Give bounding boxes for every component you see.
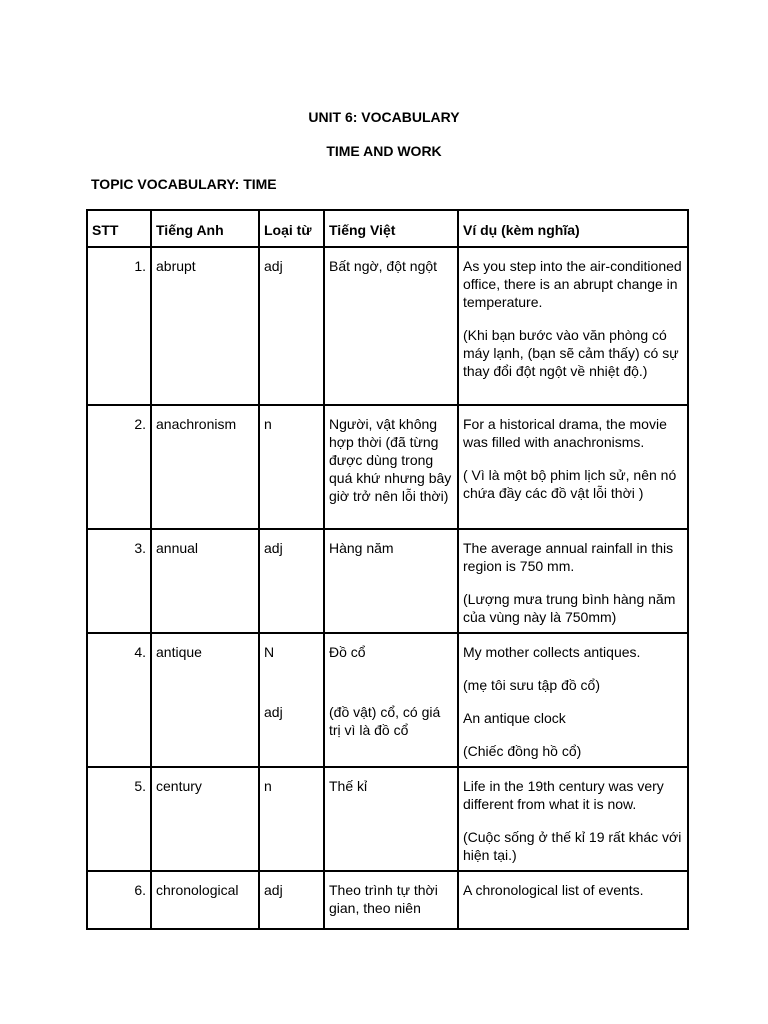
row-number: 6.	[134, 882, 146, 898]
example-english: Life in the 19th century was very different from what it is now.	[463, 778, 664, 812]
word-type: n	[264, 778, 272, 794]
english-word: abrupt	[156, 258, 196, 274]
example-english: My mother collects antiques.	[463, 644, 641, 660]
word-type: n	[264, 416, 272, 432]
vietnamese-meaning: Người, vật không hợp thời (đã từng được dùng trong quá khứ nhưng bây giờ trở nên lỗi thời)	[329, 416, 452, 504]
word-type-secondary: adj	[264, 704, 283, 720]
table-row	[87, 529, 688, 633]
header-english: Tiếng Anh	[151, 210, 259, 247]
row-number: 3.	[134, 540, 146, 556]
table-header-row	[87, 210, 688, 247]
example-vietnamese: (Khi bạn bước vào văn phòng có máy lạnh, (bạn sẽ cảm thấy) có sự thay đổi đột ngột về nhiệt độ.)	[463, 327, 679, 379]
example-vietnamese: ( Vì là một bộ phim lịch sử, nên nó chứa đầy các đồ vật lỗi thời )	[463, 467, 677, 501]
english-word: annual	[156, 540, 199, 556]
topic-heading: TOPIC VOCABULARY: TIME	[91, 176, 277, 192]
example-vietnamese: (Lượng mưa trung bình hàng năm của vùng này là 750mm)	[463, 591, 676, 625]
document-title: UNIT 6: VOCABULARY	[308, 109, 460, 125]
word-type: N	[264, 644, 275, 660]
table-row	[87, 871, 688, 929]
vocabulary-table	[86, 209, 689, 930]
table-row	[87, 405, 688, 529]
header-vietnamese: Tiếng Việt	[324, 210, 458, 247]
example-english: The average annual rainfall in this region is 750 mm.	[463, 540, 674, 574]
row-number: 5.	[134, 778, 146, 794]
table-row	[87, 767, 688, 871]
english-word: antique	[156, 644, 202, 660]
row-number: 4.	[134, 644, 146, 660]
header-word-type: Loại từ	[259, 210, 324, 247]
example-english: As you step into the air-conditioned office, there is an abrupt change in temperature.	[463, 258, 682, 310]
vietnamese-meaning: Đồ cổ	[329, 644, 366, 660]
word-type: adj	[264, 258, 283, 274]
row-number: 1.	[134, 258, 146, 274]
vietnamese-meaning: Bất ngờ, đột ngột	[329, 258, 438, 274]
example-english: For a historical drama, the movie was filled with anachronisms.	[463, 416, 667, 450]
document-subtitle: TIME AND WORK	[326, 143, 442, 159]
english-word: chronological	[156, 882, 239, 898]
example-vietnamese: (Cuộc sống ở thế kỉ 19 rất khác với hiện tại.)	[463, 829, 682, 863]
word-type: adj	[264, 540, 283, 556]
english-word: century	[156, 778, 202, 794]
table-row	[87, 633, 688, 767]
header-stt: STT	[87, 210, 151, 247]
example-vietnamese-secondary: (Chiếc đồng hồ cổ)	[463, 743, 582, 759]
english-word: anachronism	[156, 416, 237, 432]
example-english-secondary: An antique clock	[463, 710, 566, 726]
table-row	[87, 247, 688, 405]
word-type: adj	[264, 882, 283, 898]
vietnamese-meaning: Thế kỉ	[329, 778, 368, 794]
vietnamese-meaning-secondary: (đồ vật) cổ, có giá trị vì là đồ cổ	[329, 704, 441, 738]
vietnamese-meaning: Hàng năm	[329, 540, 394, 556]
row-number: 2.	[134, 416, 146, 432]
example-english: A chronological list of events.	[463, 882, 644, 898]
example-vietnamese: (mẹ tôi sưu tập đồ cổ)	[463, 677, 600, 693]
header-example: Ví dụ (kèm nghĩa)	[458, 210, 688, 247]
vietnamese-meaning: Theo trình tự thời gian, theo niên	[329, 882, 438, 916]
